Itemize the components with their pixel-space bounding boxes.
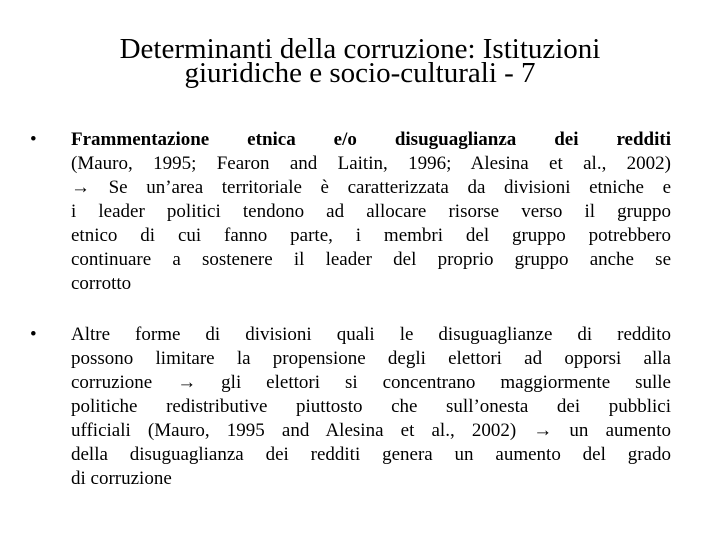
bullet-bold-lead: Frammentazione etnica e/o disuguaglianza dei redditi <box>71 129 671 150</box>
bullet-line: della disuguaglianza dei redditi genera un aumento del grado <box>71 444 671 465</box>
bullet-item-ethnic-fragmentation <box>71 128 671 296</box>
bullet-line: di corruzione <box>71 468 172 489</box>
title-line-1: Determinanti della corruzione: Istituzioni <box>119 33 601 65</box>
bullet-line: Altre forme di divisioni quali le disuguaglianze di reddito <box>71 324 671 345</box>
bullet-line: continuare a sostenere il leader del proprio gruppo anche se <box>71 249 671 270</box>
bullet-line: politiche redistributive piuttosto che sull’onesta dei pubblici <box>71 396 671 417</box>
bullet-line: i leader politici tendono ad allocare risorse verso il gruppo <box>71 201 671 222</box>
bullet-item-income-inequality <box>71 323 671 491</box>
bullet-line: → Se un’area territoriale è caratterizzata da divisioni etniche e <box>71 177 671 198</box>
bullet-line: corruzione → gli elettori si concentrano maggiormente sulle <box>71 372 671 393</box>
bullet-line: etnico di cui fanno parte, i membri del gruppo potrebbero <box>71 225 671 246</box>
bullet-marker: • <box>30 129 37 150</box>
bullet-line: corrotto <box>71 273 132 294</box>
bullet-line: ufficiali (Mauro, 1995 and Alesina et al., 2002) → un aumento <box>71 420 671 441</box>
title-line-2: giuridiche e socio-culturali - 7 <box>184 57 536 89</box>
bullet-line: (Mauro, 1995; Fearon and Laitin, 1996; Alesina et al., 2002) <box>71 153 671 174</box>
bullet-line: possono limitare la propensione degli elettori ad opporsi alla <box>71 348 671 369</box>
bullet-marker: • <box>30 324 37 345</box>
